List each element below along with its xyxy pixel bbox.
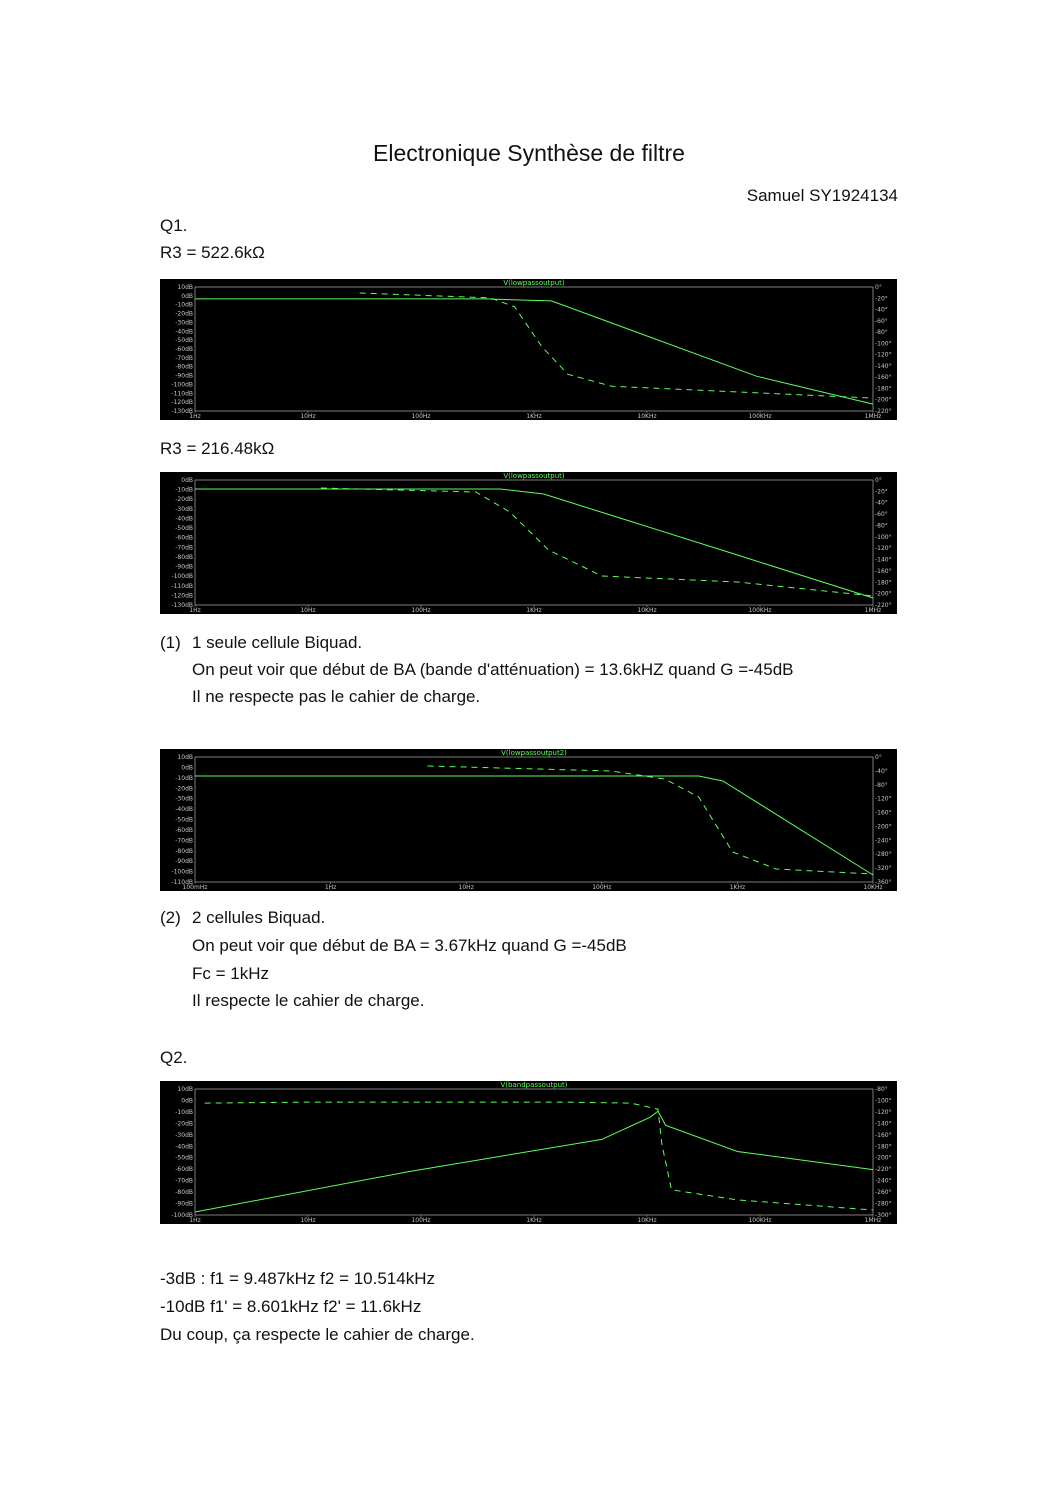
y-tick-label-left: -10dB	[175, 486, 193, 494]
magnitude-trace	[195, 776, 873, 875]
phase-trace	[321, 488, 873, 596]
y-tick-label-left: -70dB	[175, 354, 193, 362]
bode-plot-3	[160, 749, 897, 891]
x-tick-label: 10KHz	[637, 413, 657, 420]
bode-plot-4	[160, 1081, 897, 1224]
y-tick-label-left: -70dB	[175, 837, 193, 845]
y-tick-label-right: -20°	[875, 488, 888, 496]
y-tick-label-right: -160°	[875, 374, 892, 382]
y-tick-label-left: -50dB	[175, 1154, 193, 1162]
x-tick-label: 10Hz	[300, 1217, 316, 1224]
x-tick-label: 1Hz	[189, 1217, 201, 1224]
x-tick-label: 1Hz	[189, 607, 201, 614]
item-2-line-4: Il respecte le cahier de charge.	[192, 991, 425, 1010]
y-tick-label-left: -30dB	[175, 505, 193, 513]
item-1-line-3: Il ne respecte pas le cahier de charge.	[192, 687, 481, 706]
x-tick-label: 10Hz	[300, 413, 316, 420]
y-tick-label-right: -140°	[875, 362, 892, 370]
y-tick-label-left: -20dB	[175, 785, 193, 793]
x-tick-label: 1KHz	[526, 413, 542, 420]
y-tick-label-left: 0dB	[181, 292, 193, 300]
y-tick-label-right: -120°	[875, 351, 892, 359]
conclusion: Du coup, ça respecte le cahier de charge.	[160, 1325, 475, 1344]
y-tick-label-right: -200°	[875, 1154, 892, 1162]
y-tick-label-left: -40dB	[175, 806, 193, 814]
x-tick-label: 100Hz	[411, 413, 431, 420]
question-1-heading: Q1.	[160, 216, 188, 235]
item-1-number: (1)	[160, 633, 181, 652]
y-tick-label-right: -40°	[875, 767, 888, 775]
plot-title: V(lowpassoutput2)	[501, 749, 567, 757]
y-tick-label-right: -80°	[875, 522, 888, 530]
y-tick-label-right: -40°	[875, 306, 888, 314]
y-tick-label-left: -90dB	[175, 858, 193, 866]
x-tick-label: 100KHz	[748, 607, 772, 614]
y-tick-label-left: 0dB	[181, 764, 193, 772]
y-tick-label-right: -200°	[875, 590, 892, 598]
item-2-number: (2)	[160, 908, 181, 927]
x-tick-label: 1KHz	[526, 1217, 542, 1224]
y-tick-label-left: -30dB	[175, 1131, 193, 1139]
y-tick-label-left: -30dB	[175, 319, 193, 327]
magnitude-trace	[195, 299, 873, 404]
x-tick-label: 1MHz	[864, 413, 882, 420]
x-tick-label: 10Hz	[300, 607, 316, 614]
y-tick-label-right: -200°	[875, 823, 892, 831]
y-tick-label-right: -40°	[875, 499, 888, 507]
phase-trace	[428, 766, 874, 874]
y-tick-label-right: 0°	[875, 284, 882, 291]
x-tick-label: 1KHz	[729, 884, 746, 891]
y-tick-label-right: -220°	[875, 408, 892, 415]
y-tick-label-left: -80dB	[175, 363, 193, 371]
x-tick-label: 10KHz	[863, 884, 883, 891]
y-tick-label-left: -30dB	[175, 795, 193, 803]
result-3db: -3dB : f1 = 9.487kHz f2 = 10.514kHz	[160, 1269, 435, 1288]
x-tick-label: 10Hz	[458, 884, 474, 891]
y-tick-label-left: -50dB	[175, 337, 193, 345]
x-tick-label: 1KHz	[526, 607, 542, 614]
y-tick-label-left: -60dB	[175, 826, 193, 834]
x-tick-label: 1Hz	[324, 884, 337, 891]
x-tick-label: 100KHz	[748, 413, 772, 420]
y-tick-label-right: -240°	[875, 1177, 892, 1185]
magnitude-trace	[195, 1111, 873, 1212]
y-tick-label-right: -80°	[875, 781, 888, 789]
y-tick-label-right: -180°	[875, 1143, 892, 1151]
y-tick-label-left: -90dB	[175, 372, 193, 380]
y-tick-label-right: -240°	[875, 837, 892, 845]
r3-value-2: R3 = 216.48kΩ	[160, 439, 275, 458]
item-1-line-2: On peut voir que début de BA (bande d'atténuation) = 13.6kHZ quand G =-45dB	[192, 660, 794, 679]
item-2-line-1: 2 cellules Biquad.	[192, 908, 326, 927]
y-tick-label-right: -260°	[875, 1189, 892, 1197]
y-tick-label-left: -120dB	[171, 592, 193, 600]
y-tick-label-left: -100dB	[171, 573, 193, 581]
y-tick-label-left: -110dB	[171, 879, 193, 886]
y-tick-label-left: -60dB	[175, 1166, 193, 1174]
y-tick-label-left: -100dB	[171, 381, 193, 389]
y-tick-label-left: 10dB	[177, 1086, 193, 1093]
y-tick-label-left: -100dB	[171, 1212, 193, 1219]
y-tick-label-left: 0dB	[181, 1097, 193, 1105]
y-tick-label-right: 0°	[875, 477, 882, 484]
y-tick-label-left: -90dB	[175, 1200, 193, 1208]
y-tick-label-left: -100dB	[171, 868, 193, 876]
y-tick-label-right: -160°	[875, 809, 892, 817]
y-tick-label-left: -130dB	[171, 408, 193, 415]
x-tick-label: 100mHz	[182, 884, 208, 891]
x-tick-label: 10KHz	[637, 1217, 657, 1224]
result-10db: -10dB f1' = 8.601kHz f2' = 11.6kHz	[160, 1297, 422, 1316]
r3-value-1: R3 = 522.6kΩ	[160, 243, 265, 262]
y-tick-label-left: -90dB	[175, 563, 193, 571]
y-tick-label-right: -180°	[875, 579, 892, 587]
x-tick-label: 100KHz	[748, 1217, 772, 1224]
item-2-line-3: Fc = 1kHz	[192, 964, 269, 983]
y-tick-label-left: -10dB	[175, 774, 193, 782]
y-tick-label-right: -280°	[875, 1200, 892, 1208]
y-tick-label-left: -80dB	[175, 553, 193, 561]
y-tick-label-right: -180°	[875, 385, 892, 393]
y-tick-label-left: -20dB	[175, 310, 193, 318]
y-tick-label-right: -100°	[875, 340, 892, 348]
y-tick-label-left: -70dB	[175, 544, 193, 552]
item-2-line-2: On peut voir que début de BA = 3.67kHz quand G =-45dB	[192, 936, 627, 955]
magnitude-trace	[195, 489, 873, 598]
plot-title: V(lowpassoutput)	[503, 472, 565, 480]
y-tick-label-right: -140°	[875, 1120, 892, 1128]
y-tick-label-left: -10dB	[175, 1108, 193, 1116]
y-tick-label-right: -360°	[875, 879, 892, 886]
y-tick-label-right: -100°	[875, 1097, 892, 1105]
y-tick-label-left: -20dB	[175, 496, 193, 504]
y-tick-label-left: -40dB	[175, 1143, 193, 1151]
y-tick-label-left: -50dB	[175, 525, 193, 533]
y-tick-label-left: -60dB	[175, 534, 193, 542]
y-tick-label-left: -60dB	[175, 346, 193, 353]
y-tick-label-right: -80°	[875, 329, 888, 337]
bode-plot-1	[160, 279, 897, 420]
y-tick-label-right: -120°	[875, 1108, 892, 1116]
author-name: Samuel SY1924134	[746, 186, 898, 205]
phase-trace	[360, 293, 873, 398]
plot-title: V(lowpassoutput)	[503, 279, 565, 287]
y-tick-label-right: -320°	[875, 865, 892, 873]
y-tick-label-left: -130dB	[171, 602, 193, 609]
y-tick-label-left: -80dB	[175, 1189, 193, 1197]
y-tick-label-right: -200°	[875, 396, 892, 404]
y-tick-label-right: -160°	[875, 567, 892, 575]
plot-frame	[195, 480, 873, 605]
y-tick-label-left: -120dB	[171, 399, 193, 407]
x-tick-label: 100Hz	[411, 607, 431, 614]
x-tick-label: 100Hz	[411, 1217, 431, 1224]
bode-plot-2	[160, 472, 897, 614]
y-tick-label-right: -60°	[875, 317, 888, 325]
y-tick-label-left: -110dB	[171, 582, 193, 590]
y-tick-label-left: -70dB	[175, 1177, 193, 1185]
y-tick-label-left: -110dB	[171, 390, 193, 398]
question-2-heading: Q2.	[160, 1048, 188, 1067]
y-tick-label-right: -80°	[875, 1086, 888, 1093]
item-1-line-1: 1 seule cellule Biquad.	[192, 633, 363, 652]
x-tick-label: 10KHz	[637, 607, 657, 614]
plot-frame	[195, 1089, 873, 1215]
y-tick-label-right: -60°	[875, 511, 888, 519]
y-tick-label-right: -140°	[875, 556, 892, 564]
y-tick-label-right: -100°	[875, 533, 892, 541]
y-tick-label-left: -80dB	[175, 847, 193, 855]
x-tick-label: 1Hz	[189, 413, 201, 420]
y-tick-label-right: 0°	[875, 754, 882, 761]
y-tick-label-right: -160°	[875, 1131, 892, 1139]
y-tick-label-left: 10dB	[177, 754, 193, 761]
y-tick-label-right: -20°	[875, 295, 888, 303]
y-tick-label-left: -40dB	[175, 515, 193, 523]
x-tick-label: 1MHz	[864, 1217, 882, 1224]
y-tick-label-right: -220°	[875, 602, 892, 609]
x-tick-label: 100Hz	[592, 884, 612, 891]
y-tick-label-left: -10dB	[175, 301, 193, 309]
y-tick-label-right: -120°	[875, 795, 892, 803]
document-title: Electronique Synthèse de filtre	[373, 140, 685, 166]
y-tick-label-left: -20dB	[175, 1120, 193, 1128]
y-tick-label-right: -300°	[875, 1212, 892, 1219]
x-tick-label: 1MHz	[864, 607, 882, 614]
y-tick-label-left: -40dB	[175, 328, 193, 336]
plot-frame	[195, 287, 873, 411]
y-tick-label-left: 10dB	[177, 284, 193, 291]
plot-title: V(bandpassoutput)	[500, 1081, 568, 1089]
y-tick-label-left: 0dB	[181, 477, 193, 484]
y-tick-label-right: -220°	[875, 1166, 892, 1174]
y-tick-label-left: -50dB	[175, 816, 193, 824]
y-tick-label-right: -280°	[875, 851, 892, 859]
y-tick-label-right: -120°	[875, 545, 892, 553]
